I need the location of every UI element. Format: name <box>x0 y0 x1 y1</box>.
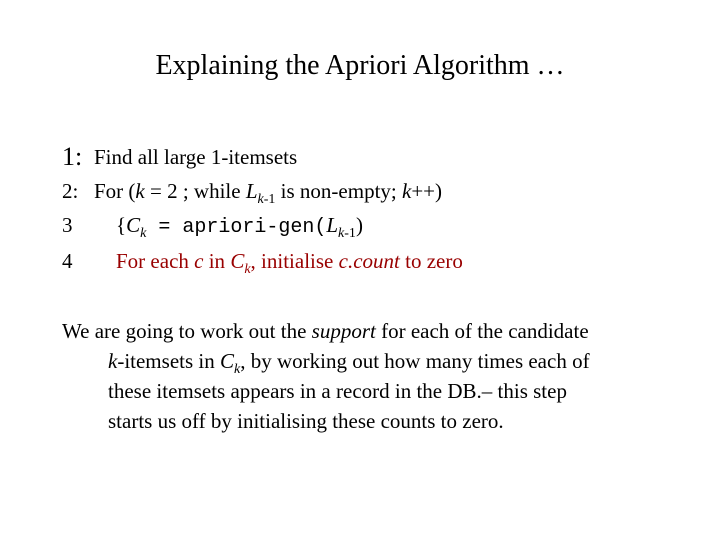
explanation-var-k: k <box>108 349 118 373</box>
step-2-part: ++) <box>411 179 443 203</box>
explanation-line-1 <box>62 316 682 346</box>
explanation-paragraph <box>62 316 682 436</box>
explanation-line-3: these itemsets appears in a record in the DB.– this step <box>108 379 567 403</box>
step-1-number: 1: <box>62 142 83 171</box>
step-4-part: in <box>203 249 231 273</box>
step-3-sub-k: k <box>140 226 147 241</box>
step-3-var-C: C <box>126 213 141 237</box>
explanation-line-2 <box>62 346 682 376</box>
step-3-lsub-k: k <box>338 226 345 241</box>
explanation-text: , by working out how many times each of <box>240 349 590 373</box>
explanation-sub-k: k <box>234 362 241 377</box>
step-3-close: ) <box>355 213 363 237</box>
step-2-number: 2: <box>62 179 79 203</box>
step-4-sub-k: k <box>244 262 251 277</box>
explanation-var-C: C <box>219 349 234 373</box>
step-2-subscript <box>258 192 276 207</box>
step-3-number: 3 <box>62 213 73 237</box>
explanation-support: support <box>311 319 376 343</box>
slide-title: Explaining the Apriori Algorithm … <box>155 50 565 81</box>
step-4-part: For each <box>116 249 195 273</box>
explanation-text: We are going to work out the <box>62 319 312 343</box>
step-2-sub-minus: -1 <box>263 192 276 207</box>
step-2-part: For ( <box>94 179 136 203</box>
step-3-apriori-gen: = apriori-gen( <box>146 216 327 239</box>
step-4-part: to zero <box>399 249 463 273</box>
step-2-text <box>94 178 443 207</box>
step-2-sub-k: k <box>257 192 264 207</box>
step-4-comma: , <box>250 249 256 273</box>
explanation-text: -itemsets in <box>117 349 220 373</box>
step-3-l-subscript <box>338 226 356 241</box>
step-2-var-k2: k <box>402 179 412 203</box>
explanation-line-4: starts us off by initialising these counts to zero. <box>108 409 504 433</box>
step-1-text: Find all large 1-itemsets <box>94 145 298 169</box>
step-4-var-C: C <box>230 249 245 273</box>
step-4-text <box>116 248 463 277</box>
step-2-var-L: L <box>245 179 258 203</box>
step-4-count: c.count <box>338 249 400 273</box>
step-4-number: 4 <box>62 249 73 273</box>
step-4-var-c: c <box>194 249 204 273</box>
step-3-lsub-minus: -1 <box>344 226 356 241</box>
explanation-text: for each of the candidate <box>375 319 589 343</box>
step-2-part: is non-empty; <box>275 179 402 203</box>
step-2-part: = 2 ; while <box>144 179 246 203</box>
step-3-brace: { <box>116 213 127 237</box>
step-4-part: initialise <box>255 249 339 273</box>
step-3-var-L: L <box>326 213 339 237</box>
step-3-text <box>116 212 363 241</box>
step-2-var-k: k <box>135 179 145 203</box>
